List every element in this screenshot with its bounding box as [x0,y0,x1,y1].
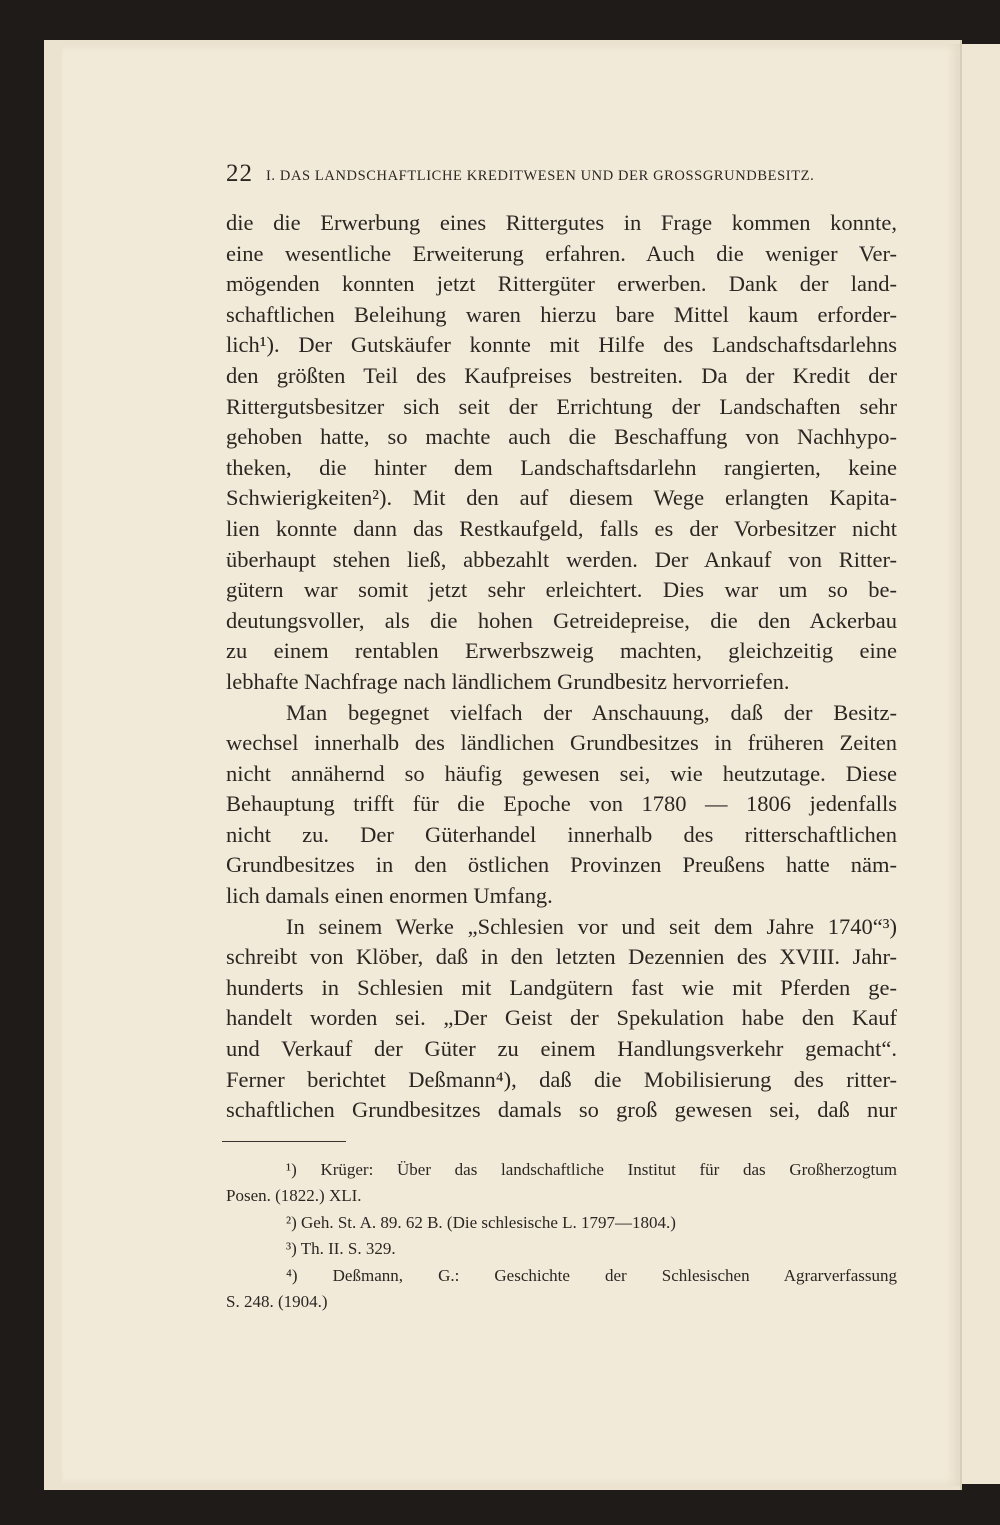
text-line: Ferner berichtet Deßmann⁴), daß die Mobilisierung des ritter- [226,1066,897,1092]
footnote-line: Posen. (1822.) XLI. [226,1186,362,1206]
text-line: Grundbesitzes in den östlichen Provinzen Preußens hatte näm- [226,852,897,878]
text-line: lich¹). Der Gutskäufer konnte mit Hilfe des Landschaftsdarlehns [226,332,897,358]
text-line: den größten Teil des Kaufpreises bestreiten. Da der Kredit der [226,362,897,388]
footnote-line: S. 248. (1904.) [226,1291,328,1311]
body-text [226,208,897,1126]
footnote-line: ⁴) Deßmann, G.: Geschichte der Schlesischen Agrarverfassung [286,1265,897,1285]
page-number: 22 [226,160,253,187]
text-line: handelt worden sei. „Der Geist der Spekulation habe den Kauf [226,1005,897,1031]
footnotes [226,1157,897,1315]
text-line: Behauptung trifft für die Epoche von 1780 — 1806 jedenfalls [226,791,897,817]
text-line: und Verkauf der Güter zu einem Handlungsverkehr gemacht“. [226,1036,897,1062]
text-line: gütern war somit jetzt sehr erleichtert. Dies war um so be- [226,577,897,603]
text-line: Rittergutsbesitzer sich seit der Errichtung der Landschaften sehr [226,393,897,419]
text-line: hunderts in Schlesien mit Landgütern fast wie mit Pferden ge- [226,974,897,1000]
paragraph-start-line: Man begegnet vielfach der Anschauung, daß der Besitz- [286,699,897,725]
paragraph-start-line: In seinem Werke „Schlesien vor und seit dem Jahre 1740“³) [286,913,897,939]
text-line: lien konnte dann das Restkaufgeld, falls es der Vorbesitzer nicht [226,515,897,541]
footnote-line: ²) Geh. St. A. 89. 62 B. (Die schlesische L. 1797—1804.) [286,1212,676,1232]
page-header [226,160,900,194]
running-head: I. DAS LANDSCHAFTLICHE KREDITWESEN UND DER GROSSGRUNDBESITZ. [266,168,815,184]
footnote-line: ³) Th. II. S. 329. [286,1239,396,1259]
footnote-rule [222,1141,346,1142]
text-line: deutungsvoller, als die hohen Getreidepreise, die den Ackerbau [226,607,897,633]
text-line: schreibt von Klöber, daß in den letzten Dezennien des XVIII. Jahr- [226,944,897,970]
text-line: zu einem rentablen Erwerbszweig machten, gleichzeitig eine [226,638,897,664]
text-line: wechsel innerhalb des ländlichen Grundbesitzes in früheren Zeiten [226,730,897,756]
text-line: schaftlichen Grundbesitzes damals so groß gewesen sei, daß nur [226,1097,897,1123]
text-line: schaftlichen Beleihung waren hierzu bare Mittel kaum erforder- [226,301,897,327]
text-line: eine wesentliche Erweiterung erfahren. Auch die weniger Ver- [226,240,897,266]
text-line: nicht annähernd so häufig gewesen sei, wie heutzutage. Diese [226,760,897,786]
text-line: theken, die hinter dem Landschaftsdarlehn rangierten, keine [226,454,897,480]
text-line: die die Erwerbung eines Rittergutes in Frage kommen konnte, [226,210,897,235]
text-line: lebhafte Nachfrage nach ländlichem Grundbesitz hervorriefen. [226,668,790,694]
footnote-line: ¹) Krüger: Über das landschaftliche Institut für das Großherzogtum [286,1160,897,1179]
text-line: überhaupt stehen ließ, abbezahlt werden. Der Ankauf von Ritter- [226,546,897,572]
adjacent-page-strip [962,44,1000,1484]
text-line: Schwierigkeiten²). Mit den auf diesem Wege erlangten Kapita- [226,485,897,511]
text-line: gehoben hatte, so machte auch die Beschaffung von Nachhypo- [226,424,897,450]
text-line: nicht zu. Der Güterhandel innerhalb des ritterschaftlichen [226,821,897,847]
text-line: lich damals einen enormen Umfang. [226,883,553,909]
text-line: mögenden konnten jetzt Rittergüter erwerben. Dank der land- [226,271,897,297]
